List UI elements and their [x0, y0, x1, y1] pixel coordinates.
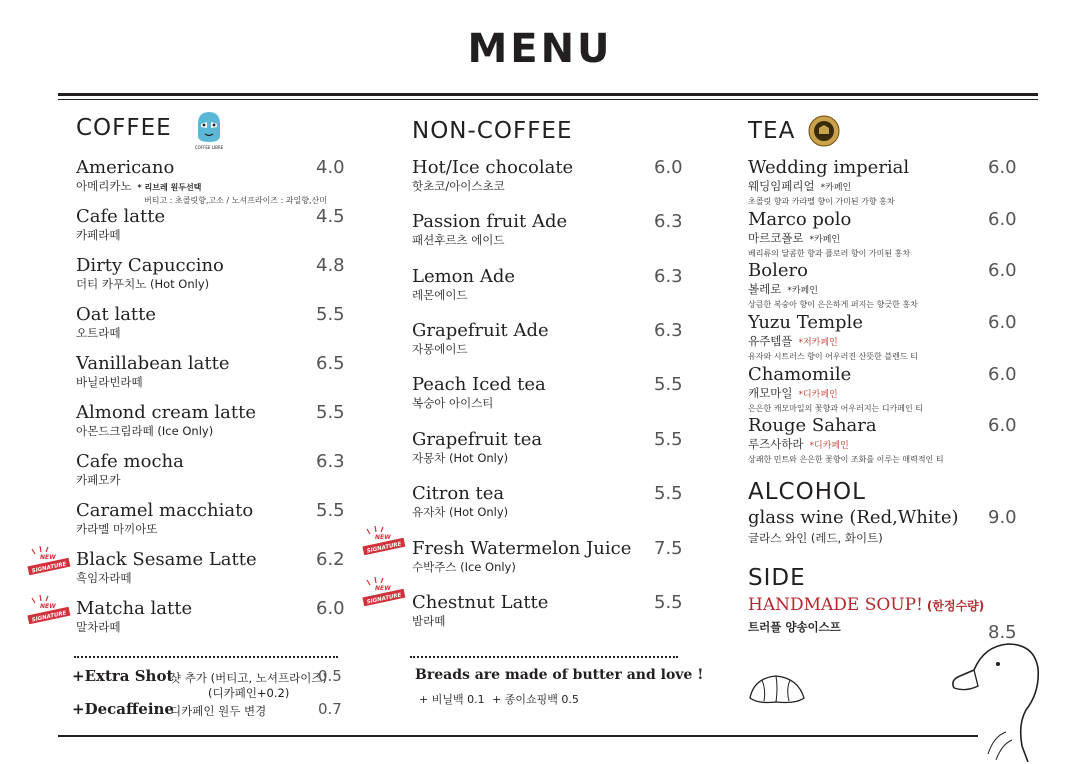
tea-item-tag: *카페인 [820, 183, 852, 193]
coffee-item-kr: 카페모카 [76, 473, 121, 487]
tea-item [748, 364, 1017, 414]
coffee-item [76, 598, 345, 635]
coffee-item-price: 6.2 [316, 549, 345, 570]
extra-shot-price: 0.5 [318, 667, 342, 685]
tea-item [748, 209, 1017, 259]
decaf-price: 0.7 [318, 700, 342, 718]
top-rule [58, 93, 1038, 96]
tea-item-name: Bolero [748, 260, 808, 281]
dotted-divider [74, 656, 338, 658]
tea-item-tag: *디카페인 [798, 390, 838, 400]
noncoffee-item [412, 429, 683, 466]
soup-note: (한정수량) [926, 599, 985, 613]
tea-item-name: Wedding imperial [748, 157, 910, 178]
menu-title: MENU [467, 26, 613, 72]
noncoffee-item [412, 266, 683, 303]
noncoffee-item-name: Peach Iced tea [412, 374, 546, 395]
coffee-item-name: Cafe latte [76, 206, 166, 227]
tea-item-tag: *디카페인 [809, 441, 849, 451]
tea-item-tag: *저카페인 [798, 338, 838, 348]
duck-illustration-icon [948, 636, 1058, 762]
tea-brand-logo-icon [808, 115, 840, 147]
noncoffee-item-kr: 유자차 (Hot Only) [412, 505, 509, 519]
coffee-item-kr: 말차라떼 [76, 620, 121, 634]
tea-item-desc: 상큼한 복숭아 향이 은은하게 퍼지는 향긋한 홍차 [748, 300, 918, 309]
tea-item-price: 6.0 [988, 260, 1017, 281]
alcohol-section-title: ALCOHOL [748, 479, 866, 505]
tea-item-kr: 루즈사하라 [748, 437, 804, 451]
badge-signature-text: SIGNATURE [31, 610, 67, 624]
coffee-item [76, 451, 345, 488]
tea-item-desc: 상쾌한 민트와 은은한 꽃향이 조화를 이루는 매력적인 티 [748, 455, 944, 464]
badge-signature-text: SIGNATURE [366, 592, 402, 606]
noncoffee-item [412, 374, 683, 411]
noncoffee-item-name: Passion fruit Ade [412, 211, 568, 232]
tea-item-kr: 유주템플 [748, 334, 793, 348]
coffee-item-kr: 아메리카노 [76, 179, 132, 193]
tea-item-desc: 베리류의 달콤한 향과 플로러 향이 가미된 홍차 [748, 249, 911, 258]
coffee-item-name: Oat latte [76, 304, 157, 325]
tea-item-price: 6.0 [988, 312, 1017, 333]
extra-shot-kr: 샷 추가 (버티고, 노셔프라이즈) [170, 671, 327, 685]
alcohol-item-name: glass wine (Red,White) [748, 507, 959, 528]
tea-item-desc: 유자와 시트러스 향이 어우러진 산뜻한 블렌드 티 [748, 352, 918, 361]
noncoffee-item-kr: 패션후르츠 에이드 [412, 233, 505, 247]
coffee-item-kr: 아몬드크림라떼 (Ice Only) [76, 424, 214, 438]
noncoffee-item [412, 592, 683, 629]
coffee-item [76, 255, 345, 292]
noncoffee-item [412, 157, 683, 194]
alcohol-item-price: 9.0 [988, 507, 1017, 528]
badge-new-text: NEW [40, 554, 56, 561]
bottom-rule [58, 735, 978, 737]
side-item-kr: 트러플 양송이스프 [748, 620, 841, 634]
noncoffee-item-name: Grapefruit Ade [412, 320, 549, 341]
noncoffee-item-name: Chestnut Latte [412, 592, 549, 613]
top-rule-thin [58, 99, 1038, 100]
extra-shot-kr-note: (디카페인+0.2) [208, 686, 290, 700]
side-item [748, 620, 1017, 643]
noncoffee-item [412, 320, 683, 357]
tea-item-kr: 웨딩임페리얼 [748, 179, 815, 193]
coffee-item-price: 4.5 [316, 206, 345, 227]
badge-signature-text: SIGNATURE [366, 541, 402, 555]
tea-item-kr: 마르코폴로 [748, 231, 804, 245]
new-signature-badge-icon [26, 594, 72, 624]
soup-title-text: HANDMADE SOUP! [748, 595, 923, 615]
badge-new-text: NEW [40, 603, 56, 610]
noncoffee-item-kr: 레몬에이드 [412, 288, 468, 302]
coffee-item [76, 353, 345, 390]
tea-item-name: Rouge Sahara [748, 415, 877, 436]
noncoffee-item-price: 6.0 [654, 157, 683, 178]
soup-title [748, 595, 984, 615]
tea-item-desc: 은은한 캐모마일의 꽃향과 어우러지는 디카페인 티 [748, 404, 924, 413]
tea-item-price: 6.0 [988, 157, 1017, 178]
noncoffee-item [412, 538, 683, 575]
noncoffee-item-kr: 자몽에이드 [412, 342, 468, 356]
alcohol-item [748, 507, 1017, 546]
new-signature-badge-icon [26, 545, 72, 575]
coffee-item-desc: 버티고 : 초콜릿향,고소 / 노셔프라이즈 : 과일향,산미 [144, 196, 327, 205]
tea-item-tag: *카페인 [787, 286, 818, 296]
coffee-item-name: Black Sesame Latte [76, 549, 257, 570]
coffee-item-price: 5.5 [316, 304, 345, 325]
alcohol-item-kr: 글라스 와인 (레드, 화이트) [748, 531, 883, 545]
coffee-item-name: Caramel macchiato [76, 500, 254, 521]
coffee-item-name: Americano [76, 157, 175, 178]
coffee-libre-logo-text: COFFEE LIBRE [194, 145, 224, 150]
coffee-item-name: Matcha latte [76, 598, 193, 619]
tea-item-price: 6.0 [988, 364, 1017, 385]
noncoffee-item-kr: 복숭아 아이스티 [412, 396, 494, 410]
noncoffee-item-kr: 수박주스 (Ice Only) [412, 560, 516, 574]
coffee-item-price: 6.5 [316, 353, 345, 374]
coffee-item-price: 4.0 [316, 157, 345, 178]
noncoffee-item-name: Citron tea [412, 483, 505, 504]
tea-item [748, 415, 1017, 465]
noncoffee-item-name: Lemon Ade [412, 266, 515, 287]
badge-signature-text: SIGNATURE [31, 561, 67, 575]
noncoffee-item [412, 483, 683, 520]
breads-note: Breads are made of butter and love ! [415, 667, 704, 683]
coffee-item [76, 500, 345, 537]
coffee-item-kr: 오트라떼 [76, 326, 121, 340]
noncoffee-item-price: 6.3 [654, 320, 683, 341]
decaf-name: +Decaffeine [72, 700, 174, 718]
badge-new-text: NEW [375, 534, 391, 541]
coffee-item-price: 4.8 [316, 255, 345, 276]
coffee-item-name: Almond cream latte [76, 402, 256, 423]
noncoffee-item-name: Grapefruit tea [412, 429, 543, 450]
tea-item-name: Chamomile [748, 364, 852, 385]
tea-section-title: TEA [748, 118, 796, 144]
side-item-price: 8.5 [988, 622, 1017, 643]
coffee-item-name: Cafe mocha [76, 451, 184, 472]
new-signature-badge-icon [361, 525, 407, 555]
coffee-item [76, 549, 345, 586]
coffee-item-kr: 카페라떼 [76, 228, 121, 242]
coffee-item-name: Vanillabean latte [76, 353, 230, 374]
coffee-section-title: COFFEE [76, 115, 172, 141]
noncoffee-item-price: 6.3 [654, 211, 683, 232]
dotted-divider [410, 656, 678, 658]
coffee-item [76, 206, 345, 243]
noncoffee-item-price: 5.5 [654, 374, 683, 395]
coffee-libre-logo-icon [194, 110, 224, 150]
tea-item-kr: 캐모마일 [748, 386, 793, 400]
coffee-item-kr: 더티 카푸치노 (Hot Only) [76, 277, 210, 291]
tea-item-price: 6.0 [988, 209, 1017, 230]
coffee-item-kr: 바닐라빈라떼 [76, 375, 143, 389]
coffee-item-price: 5.5 [316, 500, 345, 521]
tea-item [748, 312, 1017, 362]
bag-option-paper: + 종이쇼핑백 0.5 [492, 693, 579, 706]
tea-item-price: 6.0 [988, 415, 1017, 436]
noncoffee-section-title: NON-COFFEE [412, 118, 573, 144]
coffee-item-kr: 카라멜 마끼아또 [76, 522, 158, 536]
coffee-item-price: 6.0 [316, 598, 345, 619]
noncoffee-item-price: 5.5 [654, 592, 683, 613]
tea-item-tag: *카페인 [809, 235, 841, 245]
tea-item-name: Yuzu Temple [748, 312, 863, 333]
noncoffee-item-price: 6.3 [654, 266, 683, 287]
noncoffee-item-name: Hot/Ice chocolate [412, 157, 574, 178]
coffee-item-tag: * 리브레 원두선택 [137, 183, 202, 192]
decaf-kr: 디카페인 원두 변경 [170, 704, 267, 718]
extra-shot-name: +Extra Shot [72, 667, 174, 685]
noncoffee-item-kr: 핫초코/아이스초코 [412, 179, 505, 193]
tea-item-desc: 초콜릿 향과 카라멜 향이 가미된 가향 홍차 [748, 197, 895, 206]
coffee-item-kr: 흑임자라떼 [76, 571, 132, 585]
coffee-item-price: 6.3 [316, 451, 345, 472]
new-signature-badge-icon [361, 576, 407, 606]
coffee-item-name: Dirty Capuccino [76, 255, 224, 276]
noncoffee-item-kr: 밤라떼 [412, 614, 446, 628]
noncoffee-item-price: 5.5 [654, 483, 683, 504]
croissant-icon [746, 668, 808, 708]
coffee-item [76, 304, 345, 341]
badge-new-text: NEW [375, 585, 391, 592]
tea-item-kr: 볼레로 [748, 282, 782, 296]
noncoffee-item-price: 5.5 [654, 429, 683, 450]
tea-item [748, 157, 1017, 207]
noncoffee-item [412, 211, 683, 248]
bag-option-vinyl: + 비닐백 0.1 [419, 693, 485, 706]
tea-item-name: Marco polo [748, 209, 852, 230]
coffee-item-price: 5.5 [316, 402, 345, 423]
coffee-item [76, 157, 345, 206]
tea-item [748, 260, 1017, 310]
coffee-item [76, 402, 345, 439]
noncoffee-item-name: Fresh Watermelon Juice [412, 538, 632, 559]
noncoffee-item-kr: 자몽차 (Hot Only) [412, 451, 509, 465]
side-section-title: SIDE [748, 565, 806, 591]
noncoffee-item-price: 7.5 [654, 538, 683, 559]
